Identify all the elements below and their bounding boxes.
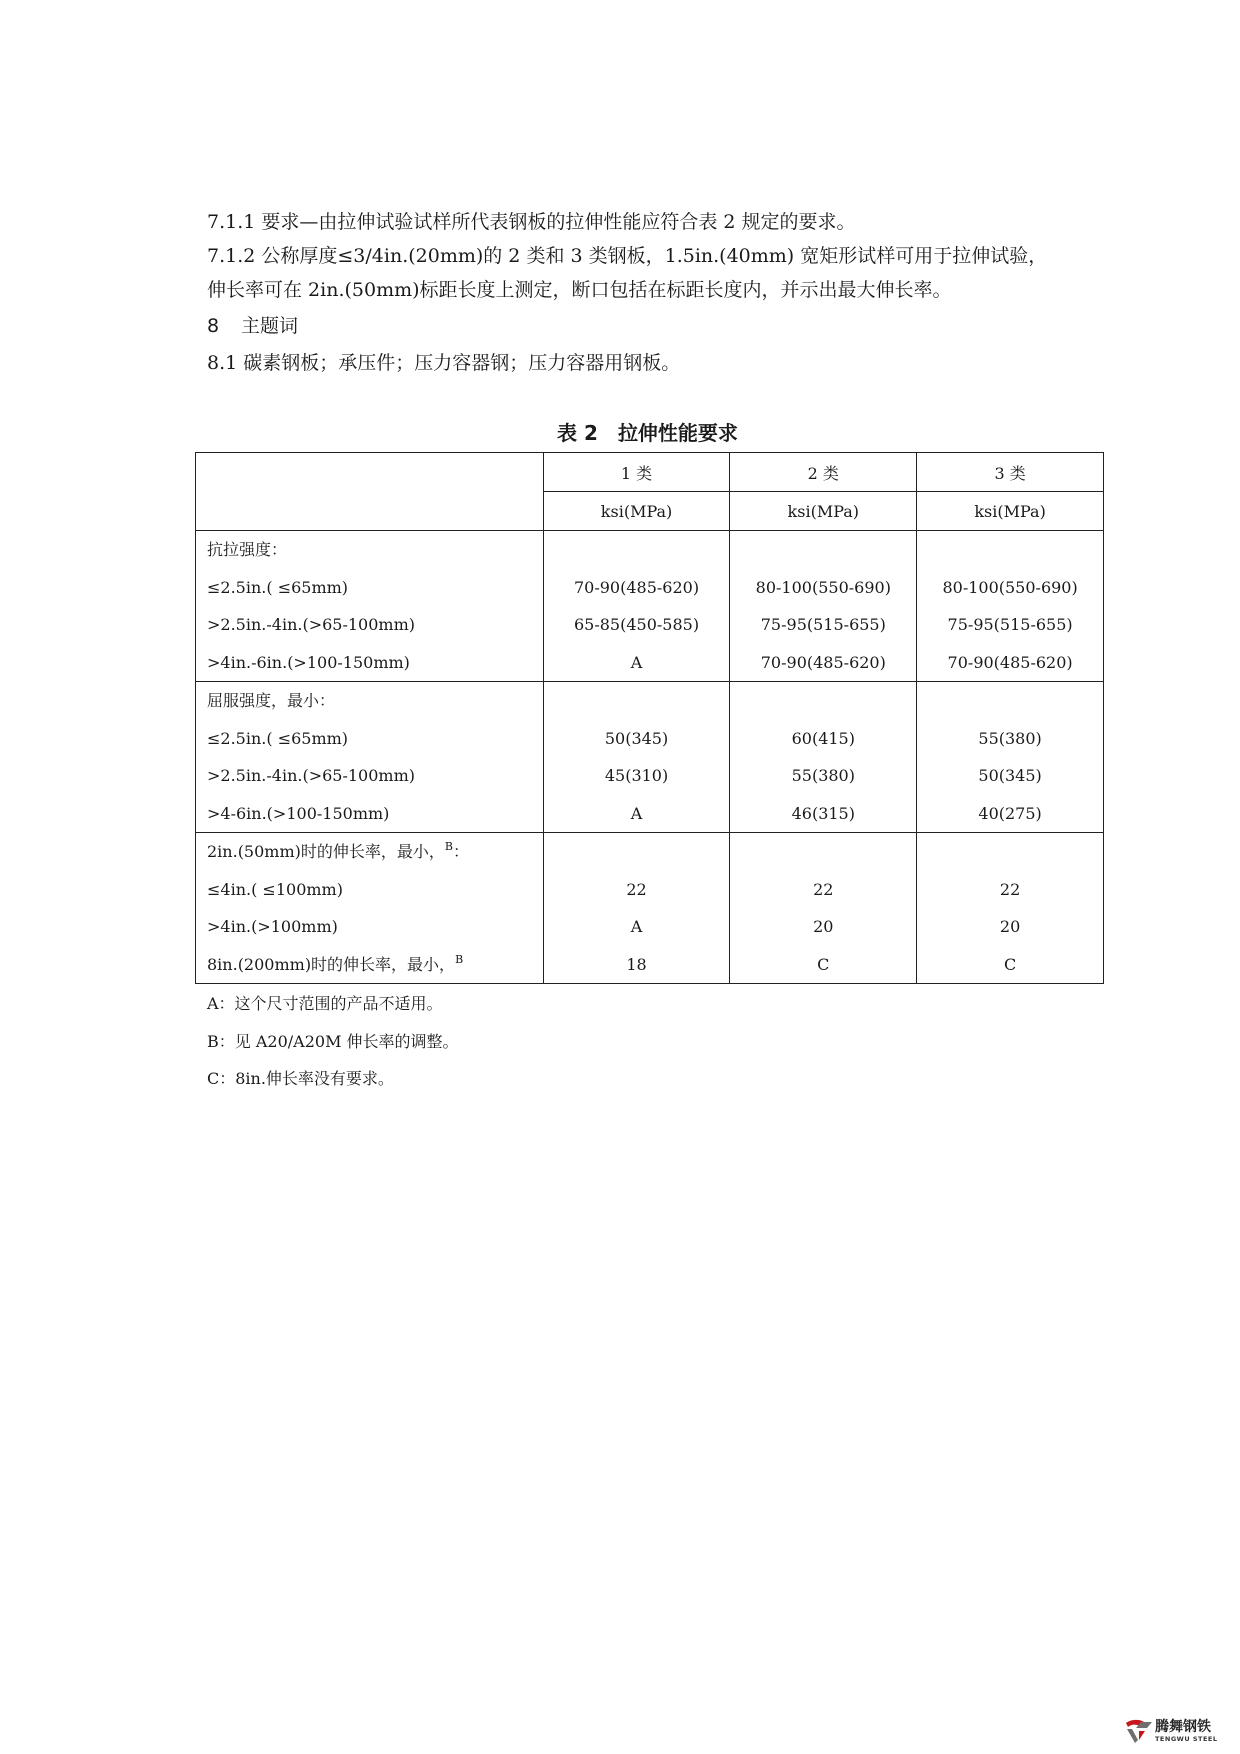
row-label: >2.5in.-4in.(>65-100mm) <box>207 615 415 634</box>
header-class-2: 2 类 <box>730 453 917 492</box>
row-label: >4-6in.(>100-150mm) <box>207 803 390 823</box>
header-unit-3: ksi(MPa) <box>917 492 1104 531</box>
table-value: 70-90(485-620) <box>573 577 700 597</box>
elongation-class3-cell <box>917 833 1104 984</box>
table-value: 22 <box>813 879 834 899</box>
table-group-tensile <box>196 531 1104 682</box>
table-value: A <box>630 652 643 672</box>
footnote-ref-b: B <box>455 952 464 966</box>
row-label: ≤2.5in.( ≤65mm) <box>207 577 349 597</box>
row-label: ≤2.5in.( ≤65mm) <box>207 728 349 748</box>
tensile-class3-cell <box>917 531 1104 682</box>
section-number: 8 <box>207 315 220 337</box>
header-unit-1: ksi(MPa) <box>543 492 730 531</box>
table-value: 75-95(515-655) <box>760 615 886 634</box>
table-value: 45(310) <box>604 766 669 785</box>
table-value: 20 <box>813 917 834 936</box>
yield-labels-cell <box>196 682 544 833</box>
header-class-1: 1 类 <box>543 453 730 492</box>
yield-class3-cell <box>917 682 1104 833</box>
paragraph-7-1-2-line1: 7.1.2 公称厚度≤3/4in.(20mm)的 2 类和 3 类钢板，1.5in.(40mm) 宽矩形试样可用于拉伸试验， <box>207 245 1048 267</box>
table-value: 55(380) <box>791 766 855 785</box>
table-value: 70-90(485-620) <box>760 652 886 672</box>
table-value: 70-90(485-620) <box>947 652 1073 672</box>
table-group-elongation <box>196 833 1104 984</box>
table-value: 18 <box>626 954 647 974</box>
table-caption-number: 表 2 <box>557 421 598 445</box>
company-logo <box>1125 1716 1235 1748</box>
paragraph-8-1: 8.1 碳素钢板；承压件；压力容器钢；压力容器用钢板。 <box>207 352 681 374</box>
section-heading <box>207 309 298 343</box>
paragraph-7-1-1: 7.1.1 要求—由拉伸试验试样所代表钢板的拉伸性能应符合表 2 规定的要求。 <box>207 211 856 233</box>
table-value: 80-100(550-690) <box>942 577 1078 597</box>
table-value: 40(275) <box>978 803 1042 823</box>
table-value: A <box>630 803 643 823</box>
tengwu-logo-icon <box>1125 1718 1153 1744</box>
note-a: A：这个尺寸范围的产品不适用。 <box>207 994 443 1013</box>
tensile-requirements-table <box>195 452 1104 984</box>
logo-name-en: TENGWU STEEL <box>1155 1735 1218 1743</box>
table-value: 75-95(515-655) <box>947 615 1073 634</box>
table-corner-cell <box>196 453 544 531</box>
table-value: 65-85(450-585) <box>573 615 700 634</box>
row-label: ≤4in.( ≤100mm) <box>207 879 343 899</box>
section-title: 主题词 <box>241 315 299 337</box>
tensile-class1-cell <box>543 531 730 682</box>
table-value: C <box>817 954 830 974</box>
table-value: 22 <box>626 879 647 899</box>
note-b: B：见 A20/A20M 伸长率的调整。 <box>207 1031 459 1051</box>
note-c: C：8in.伸长率没有要求。 <box>207 1069 394 1088</box>
table-value: A <box>630 917 643 936</box>
footnote-ref-b: B <box>444 840 453 853</box>
table-value: 22 <box>999 879 1021 899</box>
table-value: 55(380) <box>978 728 1042 748</box>
table-header-row <box>196 453 1104 492</box>
table-value: 80-100(550-690) <box>755 577 891 597</box>
header-unit-2: ksi(MPa) <box>730 492 917 531</box>
row-label: >4in.-6in.(>100-150mm) <box>207 652 410 672</box>
yield-class1-cell <box>543 682 730 833</box>
row-label: >2.5in.-4in.(>65-100mm) <box>207 766 415 785</box>
row-label: 8in.(200mm)时的伸长率，最小，$^B$ <box>207 952 464 974</box>
group-title-tensile: 抗拉强度： <box>207 540 288 559</box>
table-value: 50(345) <box>978 766 1042 785</box>
table-value: 50(345) <box>604 728 669 748</box>
tensile-labels-cell <box>196 531 544 682</box>
elongation-class2-cell <box>730 833 917 984</box>
elongation-labels-cell <box>196 833 544 984</box>
elongation-class1-cell <box>543 833 730 984</box>
paragraph-7-1-2-line2: 伸长率可在 2in.(50mm)标距长度上测定，断口包括在标距长度内，并示出最大伸长率。 <box>207 279 952 301</box>
table-caption-title: 拉伸性能要求 <box>617 421 738 445</box>
yield-class2-cell <box>730 682 917 833</box>
group-title-elongation: 2in.(50mm)时的伸长率，最小，$^B$： <box>207 840 469 861</box>
row-label: >4in.(>100mm) <box>207 917 338 936</box>
header-class-3: 3 类 <box>917 453 1104 492</box>
table-value: C <box>1003 954 1017 974</box>
logo-name-cn: 腾舞钢铁 <box>1155 1719 1211 1735</box>
table-value: 20 <box>999 917 1021 936</box>
group-title-yield: 屈服强度，最小： <box>207 691 336 710</box>
table-value: 46(315) <box>791 803 855 823</box>
tensile-class2-cell <box>730 531 917 682</box>
table-value: 60(415) <box>791 728 855 748</box>
table-caption <box>195 417 1100 446</box>
table-group-yield <box>196 682 1104 833</box>
table-notes <box>207 985 459 1098</box>
